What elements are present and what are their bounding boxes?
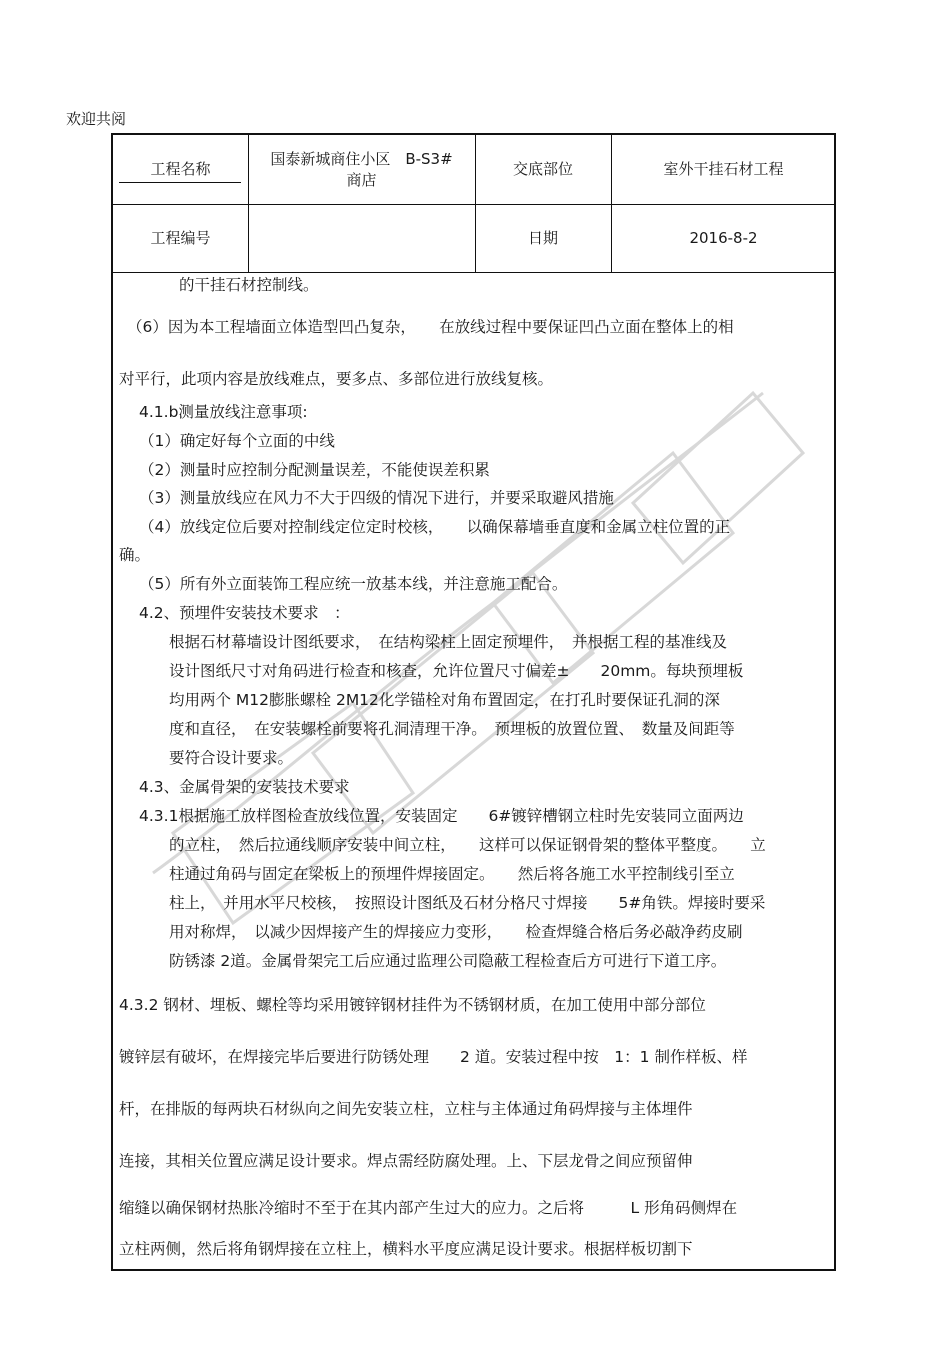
text-line: 防锈漆 2道。金属骨架完工后应通过监理公司隐蔽工程检查后方可进行下道工序。 bbox=[169, 952, 727, 970]
text-line: 要符合设计要求。 bbox=[169, 749, 294, 767]
top-note: 欢迎共阅 bbox=[66, 110, 127, 128]
text-line: 4.2、预埋件安装技术要求 ： bbox=[139, 604, 350, 622]
text-line: 连接，其相关位置应满足设计要求。焊点需经防腐处理。上、下层龙骨之间应预留伸 bbox=[119, 1152, 693, 1170]
column-divider bbox=[248, 135, 249, 273]
text-line: 度和直径， 在安装螺栓前要将孔洞清理干净。 预埋板的放置位置、 数量及间距等 bbox=[169, 720, 735, 738]
column-divider bbox=[475, 135, 476, 273]
header-row-1 bbox=[113, 135, 834, 205]
column-divider bbox=[611, 135, 612, 273]
text-line: 确。 bbox=[119, 546, 151, 564]
text-line: 4.3、金属骨架的安装技术要求 bbox=[139, 778, 350, 796]
text-line: 柱上， 并用水平尺校核， 按照设计图纸及石材分格尺寸焊接 5#角铁。焊接时要采 bbox=[169, 894, 766, 912]
project-name-line1: 国泰新城商住小区 B-S3# bbox=[270, 149, 453, 168]
text-line: （1）确定好每个立面的中线 bbox=[139, 432, 335, 450]
watermark-stamp bbox=[113, 273, 834, 1269]
location-value: 室外干挂石材工程 bbox=[663, 160, 784, 178]
project-name-line2: 商店 bbox=[346, 170, 377, 189]
text-line: 杆，在排版的每两块石材纵向之间先安装立柱，立柱与主体通过角码焊接与主体埋件 bbox=[119, 1100, 693, 1118]
text-line: （4）放线定位后要对控制线定位定时校核， 以确保幕墙垂直度和金属立柱位置的正 bbox=[139, 518, 731, 536]
text-line: 根据石材幕墙设计图纸要求， 在结构梁柱上固定预埋件， 并根据工程的基准线及 bbox=[169, 633, 728, 651]
header-row-2 bbox=[113, 205, 834, 273]
text-line: 均用两个 M12膨胀螺栓 2M12化学锚栓对角布置固定，在打孔时要保证孔洞的深 bbox=[169, 691, 720, 709]
text-line: （2）测量时应控制分配测量误差，不能使误差积累 bbox=[139, 461, 490, 479]
text-line: 对平行，此项内容是放线难点，要多点、多部位进行放线复核。 bbox=[119, 370, 554, 388]
text-line: 立柱两侧，然后将角钢焊接在立柱上，横料水平度应满足设计要求。根据样板切割下 bbox=[119, 1240, 693, 1258]
text-line: 4.3.1根据施工放样图检查放线位置，安装固定 6#镀锌槽钢立柱时先安装同立面两边 bbox=[139, 807, 744, 825]
project-name-value bbox=[248, 135, 475, 204]
text-line: 设计图纸尺寸对角码进行检查和核查，允许位置尺寸偏差± 20mm。每块预埋板 bbox=[169, 662, 744, 680]
text-line: 缩缝以确保钢材热胀冷缩时不至于在其内部产生过大的应力。之后将 L 形角码侧焊在 bbox=[119, 1199, 738, 1217]
date-label: 日期 bbox=[527, 229, 558, 247]
text-line: 柱通过角码与固定在梁板上的预埋件焊接固定。 然后将各施工水平控制线引至立 bbox=[169, 865, 735, 883]
disclosure-document bbox=[111, 133, 836, 1271]
text-line: 用对称焊， 以减少因焊接产生的焊接应力变形， 检查焊缝合格后务必敲净药皮刷 bbox=[169, 923, 743, 941]
text-line: 镀锌层有破坏，在焊接完毕后要进行防锈处理 2 道。安装过程中按 1：1 制作样板、样 bbox=[119, 1048, 748, 1066]
text-line: （3）测量放线应在风力不大于四级的情况下进行，并要采取避风措施 bbox=[139, 489, 614, 507]
text-line: 4.1.b测量放线注意事项: bbox=[139, 403, 308, 421]
project-name-label: 工程名称 bbox=[150, 160, 211, 178]
text-line: 4.3.2 钢材、埋板、螺栓等均采用镀锌钢材挂件为不锈钢材质，在加工使用中部分部位 bbox=[119, 996, 706, 1014]
date-value: 2016-8-2 bbox=[689, 229, 758, 247]
location-label: 交底部位 bbox=[512, 160, 573, 178]
text-line: （6）因为本工程墙面立体造型凹凸复杂， 在放线过程中要保证凹凸立面在整体上的相 bbox=[127, 318, 734, 336]
text-line: （5）所有外立面装饰工程应统一放基本线，并注意施工配合。 bbox=[139, 575, 568, 593]
text-line: 的立柱， 然后拉通线顺序安装中间立柱， 这样可以保证钢骨架的整体平整度。 立 bbox=[169, 836, 766, 854]
text-line: 的干挂石材控制线。 bbox=[179, 276, 319, 294]
label-underline bbox=[119, 182, 241, 183]
project-no-label: 工程编号 bbox=[150, 229, 211, 247]
project-no-value bbox=[248, 205, 475, 272]
body-text bbox=[113, 273, 834, 1269]
